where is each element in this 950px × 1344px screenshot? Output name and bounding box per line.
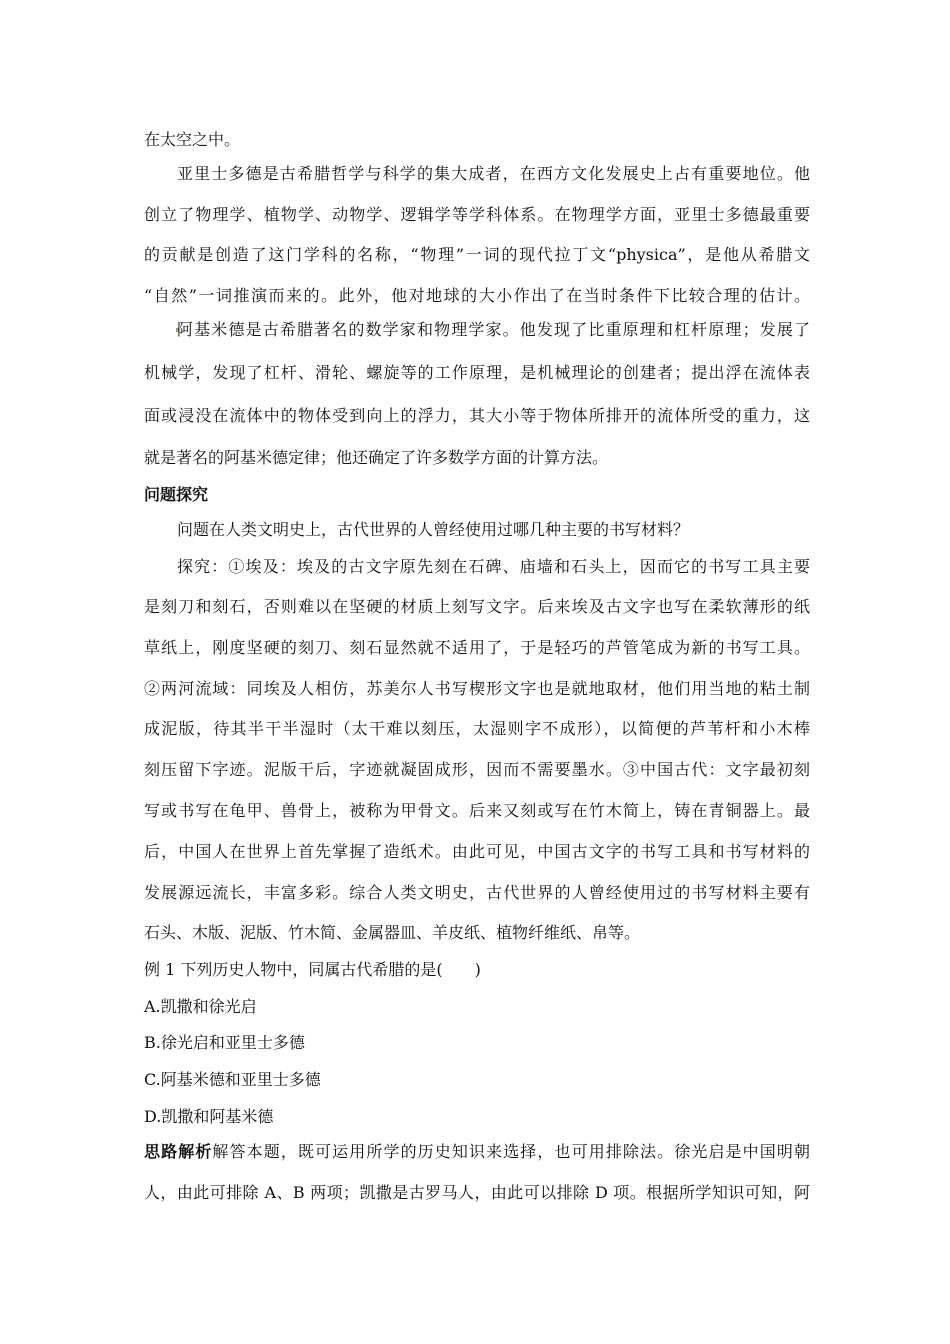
text-line: 问题在人类文明史上，古代世界的人曾经使用过哪几种主要的书写材料？ xyxy=(177,520,690,539)
text-line: 是刻刀和刻石，否则难以在坚硬的材质上刻写文字。后来埃及古文字也写在柔软薄形的纸 xyxy=(144,597,810,616)
option-c: C.阿基米德和亚里士多德 xyxy=(144,1070,321,1089)
analysis-line: 人，由此可排除 A、B 两项；凯撒是古罗马人，由此可以排除 D 项。根据所学知识可知，阿 xyxy=(144,1183,810,1202)
text-line: 刻压留下字迹。泥版干后，字迹就凝固成形，因而不需要墨水。③中国古代：文字最初刻 xyxy=(144,760,810,779)
option-a: A.凯撒和徐光启 xyxy=(144,997,257,1016)
text-line: 亚里士多德是古希腊哲学与科学的集大成者，在西方文化发展史上占有重要地位。他 xyxy=(177,164,810,183)
text-line: 创立了物理学、植物学、动物学、逻辑学等学科体系。在物理学方面，亚里士多德最重要 xyxy=(144,205,810,224)
text-line: 面或浸没在流体中的物体受到向上的浮力，其大小等于物体所排开的流体所受的重力，这 xyxy=(144,406,810,425)
option-d: D.凯撒和阿基米德 xyxy=(144,1107,274,1126)
analysis-label: 思路解析 xyxy=(144,1142,213,1161)
text-line: 的贡献是创造了这门学科的名称，“物理”一词的现代拉丁文“physica”，是他从希腊文 xyxy=(144,245,810,264)
text-line: 草纸上，刚度坚硬的刻刀、刻石显然就不适用了，于是轻巧的芦管笔成为新的书写工具。 xyxy=(144,638,810,657)
text-line: 石头、木版、泥版、竹木简、金属器皿、羊皮纸、植物纤维纸、帛等。 xyxy=(144,923,641,942)
text-line: 在太空之中。 xyxy=(144,130,241,149)
text-line: ②两河流域：同埃及人相仿，苏美尔人书写楔形文字也是就地取材，他们用当地的粘土制 xyxy=(144,679,810,698)
analysis-line xyxy=(144,1142,810,1162)
question-stem: 例 1 下列历史人物中，同属古代希腊的是( ) xyxy=(144,960,481,979)
text-line: 发展源远流长，丰富多彩。综合人类文明史，古代世界的人曾经使用过的书写材料主要有 xyxy=(144,883,810,902)
text-line: 机械学，发现了杠杆、滑轮、螺旋等的工作原理，是机械理论的创建者；提出浮在流体表 xyxy=(144,363,810,382)
text-line: 探究：①埃及：埃及的古文字原先刻在石碑、庙墙和石头上，因而它的书写工具主要 xyxy=(177,557,810,576)
section-heading: 问题探究 xyxy=(144,485,209,504)
option-b: B.徐光启和亚里士多德 xyxy=(144,1033,305,1052)
text-line: 就是著名的阿基米德定律；他还确定了许多数学方面的计算方法。 xyxy=(144,448,609,467)
text-line: 成泥版，待其半干半湿时（太干难以刻压，太湿则字不成形），以简便的芦苇杆和小木棒 xyxy=(144,719,810,738)
analysis-text: 解答本题，既可运用所学的历史知识来选择，也可用排除法。徐光启是中国明朝 xyxy=(212,1142,810,1161)
text-line: 后，中国人在世界上首先掌握了造纸术。由此可见，中国古文字的书写工具和书写材料的 xyxy=(144,842,810,861)
text-line: 阿基米德是古希腊著名的数学家和物理学家。他发现了比重原理和杠杆原理；发展了 xyxy=(177,320,810,339)
text-line: 写或书写在龟甲、兽骨上，被称为甲骨文。后来又刻或写在竹木简上，铸在青铜器上。最 xyxy=(144,801,810,820)
text-line: “自然”一词推演而来的。此外，他对地球的大小作出了在当时条件下比较合理的估计。 xyxy=(144,286,810,305)
